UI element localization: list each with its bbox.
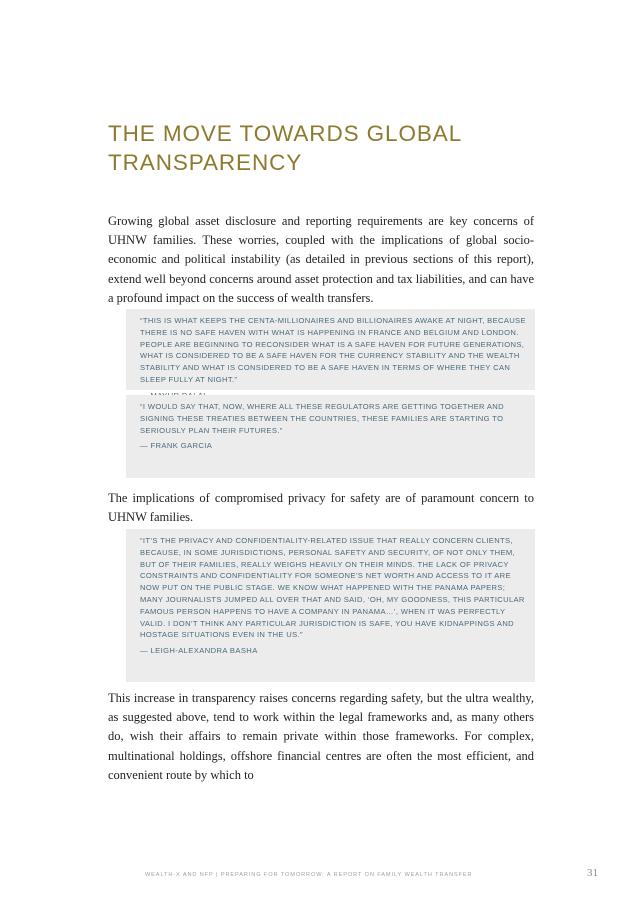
footer-text: WEALTH-X AND NFP | PREPARING FOR TOMORROW: A REPORT ON FAMILY WEALTH TRANSFER [145, 872, 473, 878]
quote-text: “THIS IS WHAT KEEPS THE CENTA-MILLIONAIRES AND BILLIONAIRES AWAKE AT NIGHT, BECAUSE THERE IS NO SAFE HAVEN WITH WHAT IS HAPPENING IN FRANCE AND BELGIUM AND LONDON. PEOPLE ARE BEGINNING TO RECONSIDER WHAT IS A SAFE HAVEN FOR FUTURE GENERATIONS, WHAT IS CONSIDERED TO BE A SAFE HAVEN FOR THE CURRENCY STABILITY AND THE WEALTH STABILITY AND WHAT IS CONSIDERED TO BE A SAFE HAVEN IN TERMS OF WHERE THEY CAN SLEEP FULLY AT NIGHT.” [140, 316, 526, 384]
body-paragraph: The implications of compromised privacy for safety are of paramount concern to UHNW families. [108, 491, 534, 525]
body-paragraph: Growing global asset disclosure and reporting requirements are key concerns of UHNW families. These worries, coupled with the implications of global socio-economic and political instability (as detailed in previous sections of this report), extend well beyond concerns around asset protection and tax liabilities, and can have a profound impact on the success of wealth transfers. [108, 214, 534, 305]
quote-author: — FRANK GARCIA [140, 441, 213, 451]
page-number: 31 [587, 867, 598, 879]
quote-text: “IT’S THE PRIVACY AND CONFIDENTIALITY-RELATED ISSUE THAT REALLY CONCERN CLIENTS, BECAUSE, IN SOME JURISDICTIONS, PERSONAL SAFETY AND SECURITY, OF NOT ONLY THEM, BUT OF THEIR FAMILIES, REALLY WEIGHS HEAVILY ON THEIR MINDS. THE LACK OF PRIVACY CONSTRAINTS AND CONFIDENTIALITY FOR SOMEONE’S NET WORTH AND ACCESS TO IT ARE NOW PUT ON THE PUBLIC STAGE. WE KNOW WHAT HAPPENED WITH THE PANAMA PAPERS; MANY JOURNALISTS JUMPED ALL OVER THAT AND SAID, ‘OH, MY GOODNESS, THIS PARTICULAR FAMOUS PERSON HAPPENS TO HAVE A COMPANY IN PANAMA…’, WHEN IT WAS PERFECTLY VALID. I DON’T THINK ANY PARTICULAR JURISDICTION IS SAFE, YOU HAVE KIDNAPPINGS AND HOSTAGE SITUATIONS EVEN IN THE US.” [140, 536, 525, 640]
pull-quote [126, 309, 535, 390]
body-paragraph: This increase in transparency raises concerns regarding safety, but the ultra wealthy, as suggested above, tend to work within the legal frameworks and, as many others do, wish their affairs to remain private within those frameworks. For complex, multinational holdings, offshore financial centres are often the most efficient, and convenient route by which to [108, 691, 534, 782]
quote-text: “I WOULD SAY THAT, NOW, WHERE ALL THESE REGULATORS ARE GETTING TOGETHER AND SIGNING THESE TREATIES BETWEEN THE COUNTRIES, THESE FAMILIES ARE STARTING TO SERIOUSLY PLAN THEIR FUTURES.” [140, 402, 504, 435]
pull-quote [126, 395, 535, 478]
section-title: THE MOVE TOWARDS GLOBAL TRANSPARENCY [108, 121, 462, 175]
pull-quote [126, 529, 535, 682]
quote-author: — LEIGH-ALEXANDRA BASHA [140, 646, 258, 656]
